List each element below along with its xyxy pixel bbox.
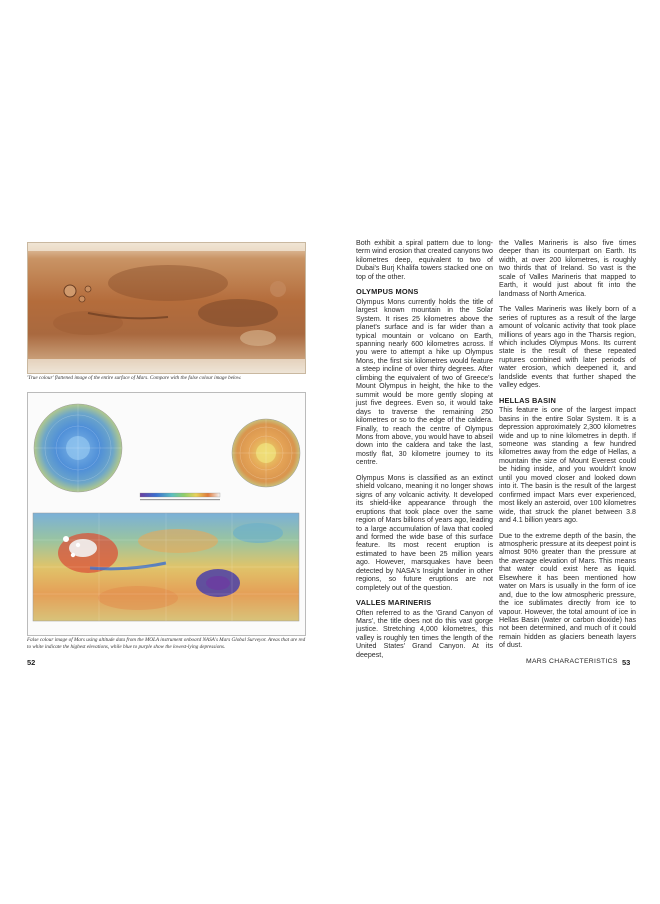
paragraph-intro: Both exhibit a spiral pattern due to long-term wind erosion that created canyons two kilometres deep, equivalent to two of Dubai's Burj Khalifa towers stacked one on top of the other. — [356, 239, 493, 281]
true-colour-map-image — [28, 243, 305, 373]
mola-elevation-image — [28, 393, 305, 635]
paragraph-olympus-1: Olympus Mons currently holds the title of largest known mountain in the Solar System. It rises 25 kilometres above the planet's surface and is far wider than a typical mountain or volcano on Earth, spanning nearly 600 kilometres across. If you were to attempt a hike up Olympus Mons, the first six kilometres would feature a steep incline of over thirty degrees. After climbing the equivalent of two of Greece's Mount Olympus in height, the hike to the summit would be more gently sloping at just five degrees. Even so, it would take days to traverse the remaining 250 kilometres or so to the edge of the caldera. Finally, to reach the centre of Olympus Mons from above, you would have to abseil down into the caldera and take the last, mostly flat, 30 kilometre journey to its centre. — [356, 297, 493, 467]
paragraph-hellas-2: Due to the extreme depth of the basin, the atmospheric pressure at its deepest point is almost 90% greater than the pressure at the average elevation of Mars. This means that water could exist here as liquid. Elsewhere it has been mentioned how water on Mars is usually in the form of ice and, due to the low atmospheric pressure, the ice sublimates directly from ice to vapour. However, the total amount of ice in Hellas Basin (water or carbon dioxide) has not been determined, and much of it could remain hidden as glaciers beneath layers of dust. — [499, 531, 636, 650]
left-page-number: 52 — [27, 658, 36, 667]
paragraph-hellas-1: This feature is one of the largest impact basins in the entire Solar System. It is a depression approximately 2,300 kilometres wide and up to nine kilometres in depth. If someone was standing a few hundred kilometres away from the edge of Hellas, a mountain the size of Mount Everest could be hiding inside, and you wouldn't know until you moved closer and looked down into it. The basin is the result of the largest confirmed impact Mars ever experienced, most likely an asteroid, over 100 kilometres wide, that struck the planet between 3.8 and 4.1 billion years ago. — [499, 406, 636, 525]
paragraph-valles-1: Often referred to as the 'Grand Canyon of Mars', the title does not do this vast gorge justice. Stretching 4,000 kilometres, this valley is roughly ten times the length of the United States' Grand Canyon. At its deepest, — [356, 608, 493, 659]
heading-valles-marineris: VALLES MARINERIS — [356, 598, 432, 608]
paragraph-valles-2: the Valles Marineris is also five times deeper than its counterpart on Earth. Its width, at over 200 kilometres, is roughly two thirds that of Ireland. So vast is the scale of Valles Marineris that mapped to Earth, it would just about fit into the landmass of North America. — [499, 239, 636, 298]
false-colour-caption: False colour image of Mars using altitude data from the MOLA instrument onboard NASA's Mars Global Surveyor. Areas that are red to white indicate the highest elevations, while blue to purple show the lowest-lying depressions. — [27, 637, 306, 650]
text-column-1 — [356, 239, 493, 666]
heading-olympus-mons: OLYMPUS MONS — [356, 287, 419, 297]
paragraph-valles-3: The Valles Marineris was likely born of a series of ruptures as a result of the large amount of volcanic activity that took place millions of years ago in the Tharsis region, which includes Olympus Mons. Its current state is the result of these repeated ruptures combined with later periods of water erosion, which deepened it, and landslide events that further shaped the valley edges. — [499, 305, 636, 390]
mola-elevation-figure — [27, 392, 306, 636]
paragraph-olympus-2: Olympus Mons is classified as an extinct shield volcano, meaning it no longer shows signs of any volcanic activity. It developed its shield-like appearance through the eruptions that took place over the same region of Mars billions of years ago, leading to a large accumulation of lava that cooled and formed the wide base of this surface feature. Its most recent eruption is estimated to have been 25 million years ago. However, marsquakes have been detected by NASA's Insight lander in other regions, so future eruptions are not completely out of the question. — [356, 473, 493, 592]
true-colour-caption: 'True colour' flattened image of the entire surface of Mars. Compare with the false colour image below. — [27, 375, 242, 381]
running-head: MARS CHARACTERISTICS — [526, 658, 618, 665]
heading-hellas-basin: HELLAS BASIN — [499, 395, 557, 405]
right-page-number: 53 — [622, 658, 631, 667]
text-column-2 — [499, 239, 636, 657]
true-colour-mars-map — [27, 242, 306, 374]
